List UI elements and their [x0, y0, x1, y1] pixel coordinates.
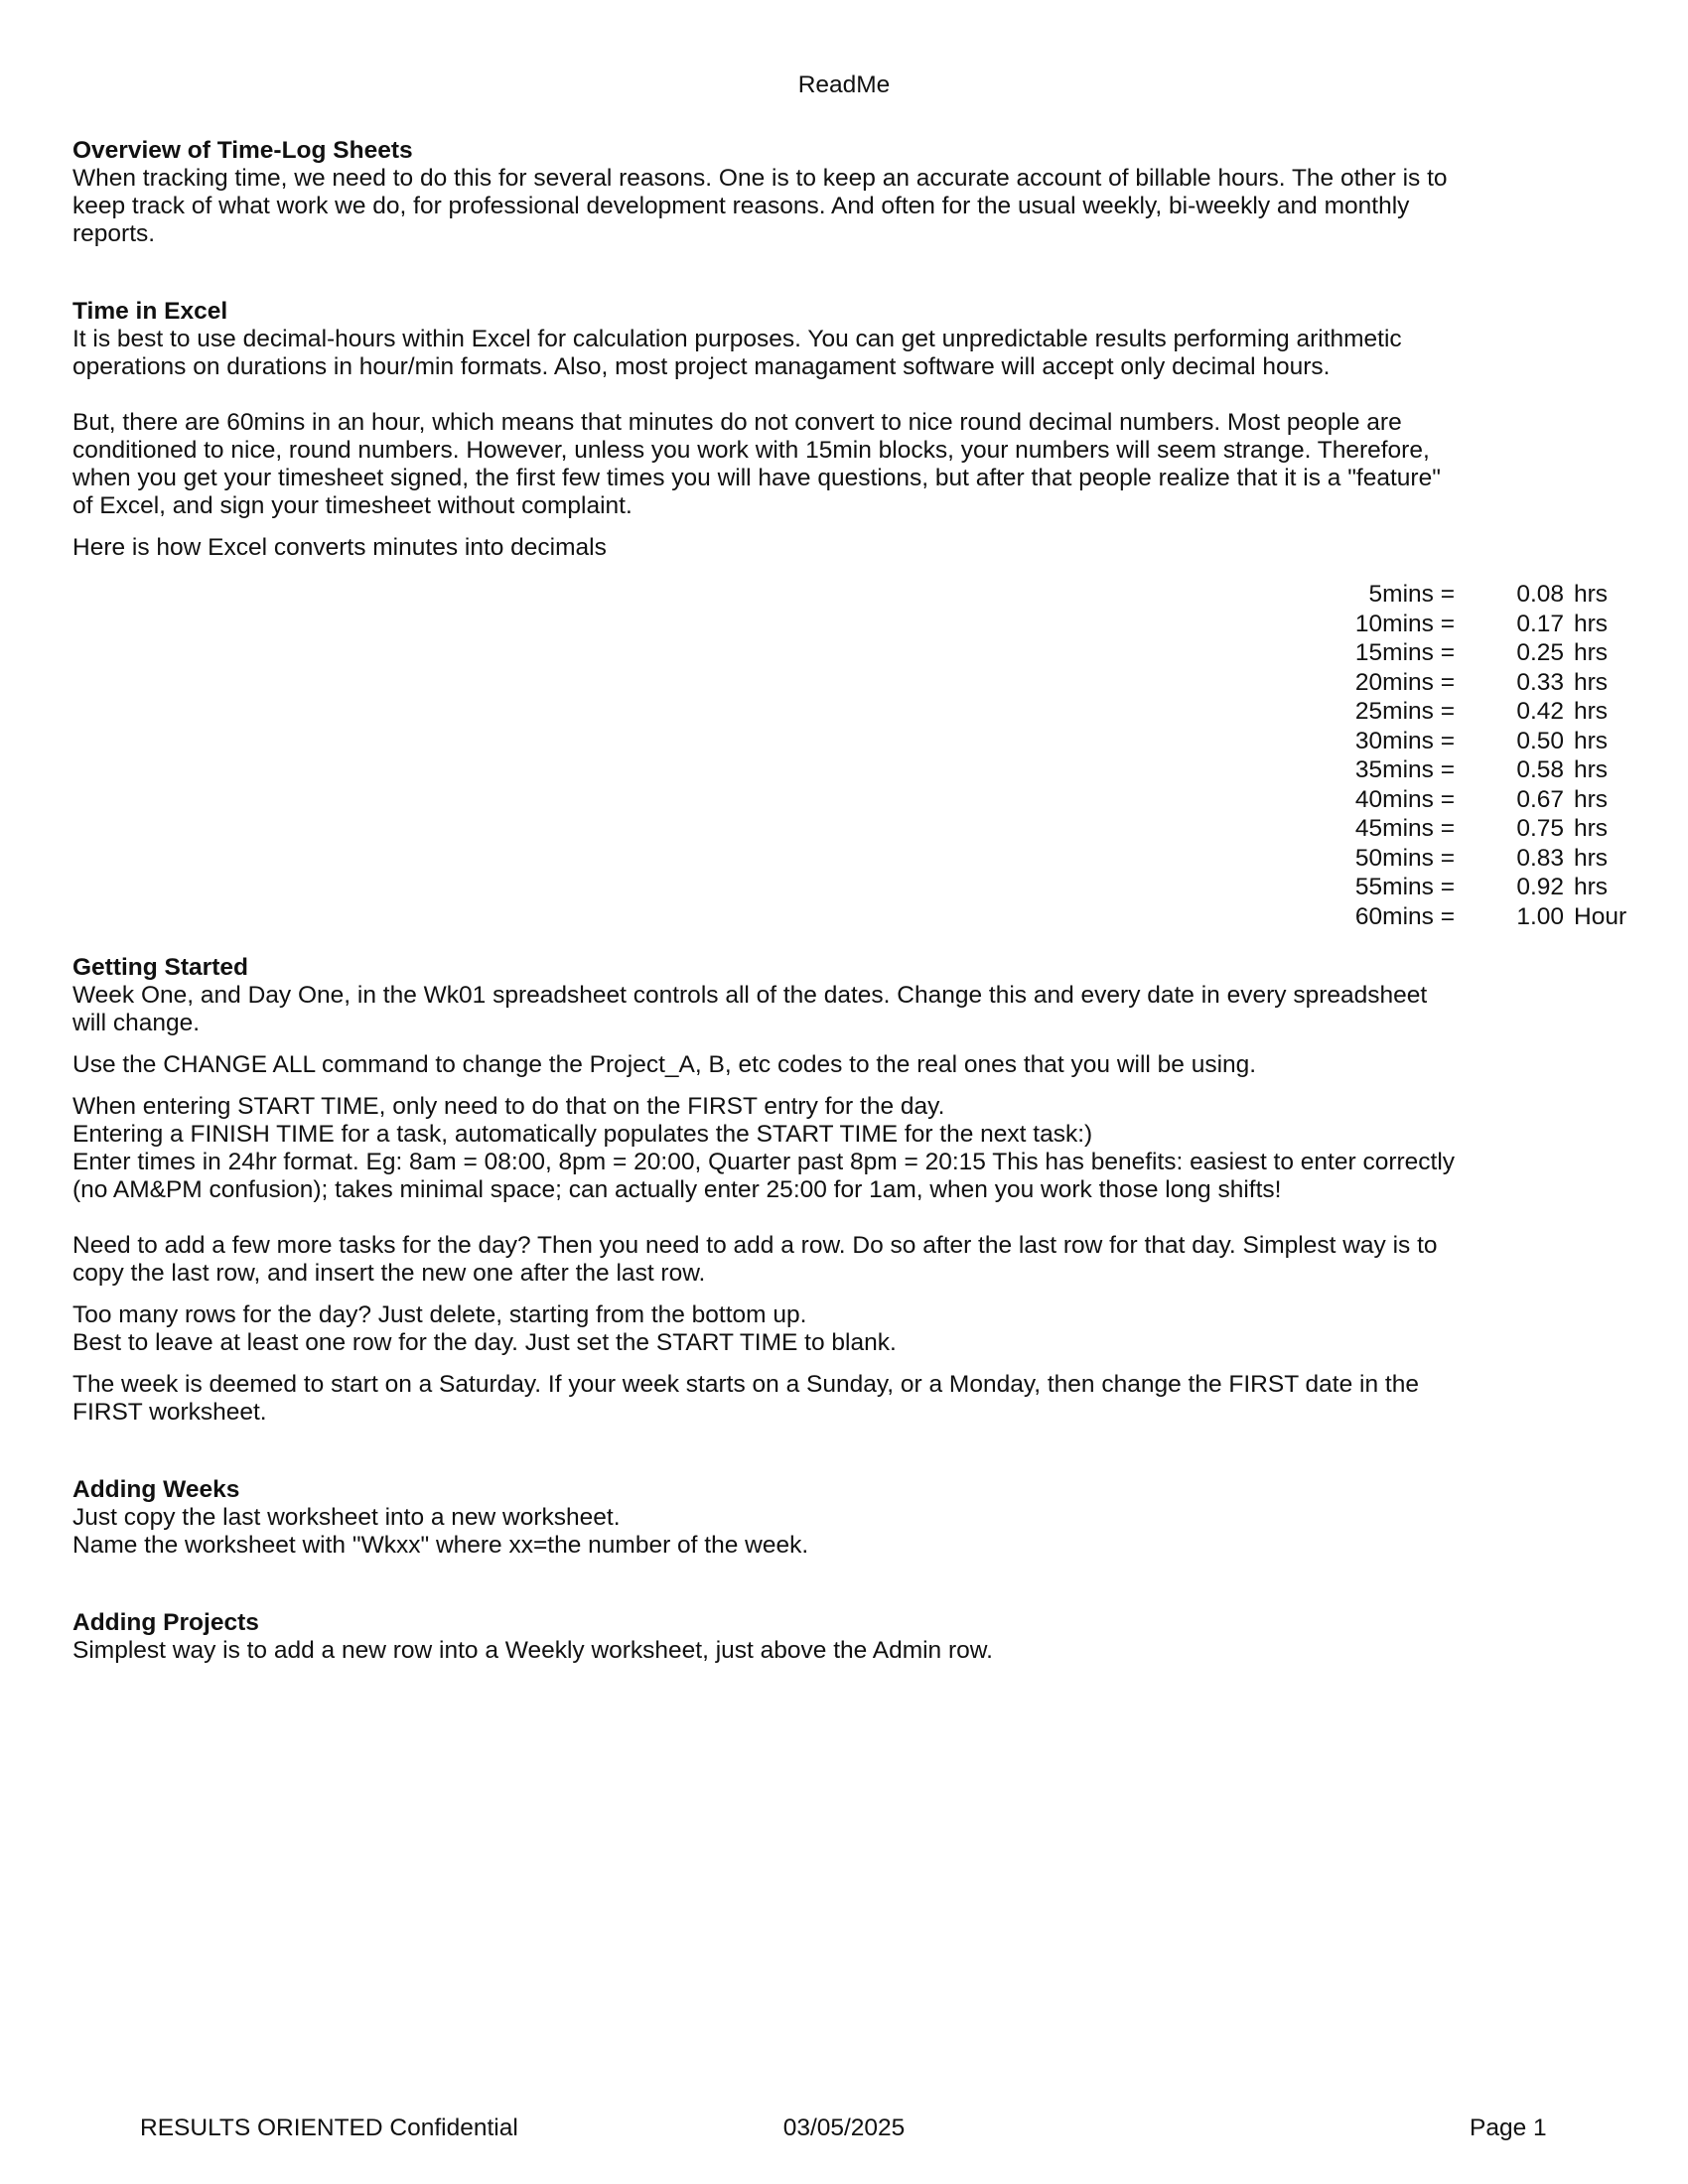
unit-cell: hrs [1574, 756, 1609, 783]
decimal-hours-cell: 0.83 [1516, 844, 1564, 872]
section-overview [72, 137, 1463, 248]
footer-confidential: RESULTS ORIENTED Confidential [140, 2115, 518, 2141]
minutes-cell: 5mins = [1368, 581, 1455, 608]
table-row [1291, 668, 1628, 698]
table-row [1291, 844, 1628, 874]
decimal-hours-cell: 1.00 [1516, 902, 1564, 930]
section-getting-started [72, 954, 1463, 1427]
unit-cell: hrs [1574, 698, 1609, 725]
table-row [1291, 755, 1628, 785]
table-row [1291, 697, 1628, 727]
minutes-cell: 60mins = [1354, 902, 1455, 930]
minutes-cell: 50mins = [1354, 844, 1455, 872]
table-row [1291, 580, 1628, 610]
paragraph: Use the CHANGE ALL command to change the Project_A, B, etc codes to the real ones that you will be using. [72, 1051, 1257, 1078]
unit-cell: hrs [1574, 844, 1609, 872]
section-time-in-excel [72, 298, 1463, 562]
minutes-cell: 25mins = [1354, 698, 1455, 725]
paragraph: Too many rows for the day? Just delete, starting from the bottom up. [72, 1301, 807, 1328]
minutes-conversion-table [1291, 580, 1628, 931]
decimal-hours-cell: 0.67 [1516, 785, 1564, 813]
decimal-hours-cell: 0.42 [1516, 698, 1564, 725]
unit-cell: hrs [1574, 581, 1609, 608]
paragraph: The week is deemed to start on a Saturday. If your week starts on a Sunday, or a Monday, then change the FIRST date in the FIRST worksheet. [72, 1371, 1419, 1426]
section-heading: Adding Weeks [72, 1476, 240, 1503]
section-adding-weeks [72, 1476, 1463, 1560]
paragraph: But, there are 60mins in an hour, which means that minutes do not convert to nice round decimal numbers. Most people are conditioned to nice, round numbers. However, unless you work with 15min blocks, your numbers will seem strange. Therefore, when you get your timesheet signed, the first few times you will have questions, but after that people realize that it is a "feature" of Excel, and sign your timesheet without complaint. [72, 409, 1441, 519]
minutes-cell: 35mins = [1354, 756, 1455, 783]
decimal-hours-cell: 0.33 [1516, 668, 1564, 696]
unit-cell: hrs [1574, 639, 1609, 666]
minutes-cell: 30mins = [1354, 727, 1455, 754]
footer-date: 03/05/2025 [782, 2115, 906, 2141]
paragraph: Entering a FINISH TIME for a task, automatically populates the START TIME for the next task:) [72, 1121, 1093, 1148]
decimal-hours-cell: 0.92 [1516, 874, 1564, 900]
decimal-hours-cell: 0.75 [1516, 815, 1564, 842]
paragraph: Name the worksheet with "Wkxx" where xx=the number of the week. [72, 1532, 809, 1559]
paragraph: Need to add a few more tasks for the day? Then you need to add a row. Do so after the last row for that day. Simplest way is to copy the last row, and insert the new one after the last row. [72, 1232, 1438, 1287]
decimal-hours-cell: 0.25 [1516, 639, 1564, 666]
paragraph: Best to leave at least one row for the day. Just set the START TIME to blank. [72, 1329, 897, 1356]
unit-cell: hrs [1574, 785, 1609, 813]
table-row [1291, 902, 1628, 932]
decimal-hours-cell: 0.08 [1516, 581, 1564, 608]
page-title: ReadMe [797, 71, 891, 98]
paragraph: When entering START TIME, only need to do that on the FIRST entry for the day. [72, 1093, 945, 1120]
unit-cell: hrs [1574, 610, 1609, 637]
document-body [72, 137, 1463, 1665]
table-row [1291, 814, 1628, 844]
unit-cell: hrs [1574, 668, 1609, 696]
table-row [1291, 785, 1628, 815]
paragraph: Week One, and Day One, in the Wk01 spreadsheet controls all of the dates. Change this and every date in every spreadsheet will change. [72, 982, 1428, 1036]
paragraph: When tracking time, we need to do this for several reasons. One is to keep an accurate account of billable hours. The other is to keep track of what work we do, for professional development reasons. And often for the usual weekly, bi-weekly and monthly reports. [72, 165, 1448, 247]
unit-cell: hrs [1574, 727, 1609, 754]
decimal-hours-cell: 0.17 [1516, 610, 1564, 637]
paragraph: Here is how Excel converts minutes into decimals [72, 534, 607, 561]
section-heading: Time in Excel [72, 298, 228, 325]
table-row [1291, 873, 1628, 902]
table-row [1291, 610, 1628, 639]
footer-page-number: Page 1 [1470, 2115, 1547, 2141]
unit-cell: hrs [1574, 815, 1609, 842]
minutes-cell: 10mins = [1354, 610, 1455, 637]
paragraph: Simplest way is to add a new row into a Weekly worksheet, just above the Admin row. [72, 1637, 993, 1664]
minutes-cell: 45mins = [1354, 815, 1455, 842]
minutes-cell: 15mins = [1354, 639, 1455, 666]
decimal-hours-cell: 0.58 [1516, 756, 1564, 783]
paragraph: It is best to use decimal-hours within Excel for calculation purposes. You can get unpredictable results performing arithmetic operations on durations in hour/min formats. Also, most project managament software will accept only decimal hours. [72, 326, 1402, 380]
minutes-cell: 55mins = [1354, 874, 1455, 900]
table-row [1291, 727, 1628, 756]
section-adding-projects [72, 1609, 1463, 1665]
minutes-cell: 40mins = [1354, 785, 1455, 813]
unit-cell: Hour [1574, 902, 1627, 930]
table-row [1291, 638, 1628, 668]
minutes-cell: 20mins = [1354, 668, 1455, 696]
paragraph: Just copy the last worksheet into a new worksheet. [72, 1504, 621, 1531]
paragraph: Enter times in 24hr format. Eg: 8am = 08:00, 8pm = 20:00, Quarter past 8pm = 20:15 This has benefits: easiest to enter correctly (no AM&PM confusion); takes minimal space; can actually enter 25:00 for 1am, when you work those long shifts! [72, 1149, 1456, 1203]
section-heading: Getting Started [72, 954, 248, 981]
decimal-hours-cell: 0.50 [1516, 727, 1564, 754]
unit-cell: hrs [1574, 874, 1609, 900]
section-heading: Adding Projects [72, 1609, 259, 1636]
section-heading: Overview of Time-Log Sheets [72, 137, 413, 164]
